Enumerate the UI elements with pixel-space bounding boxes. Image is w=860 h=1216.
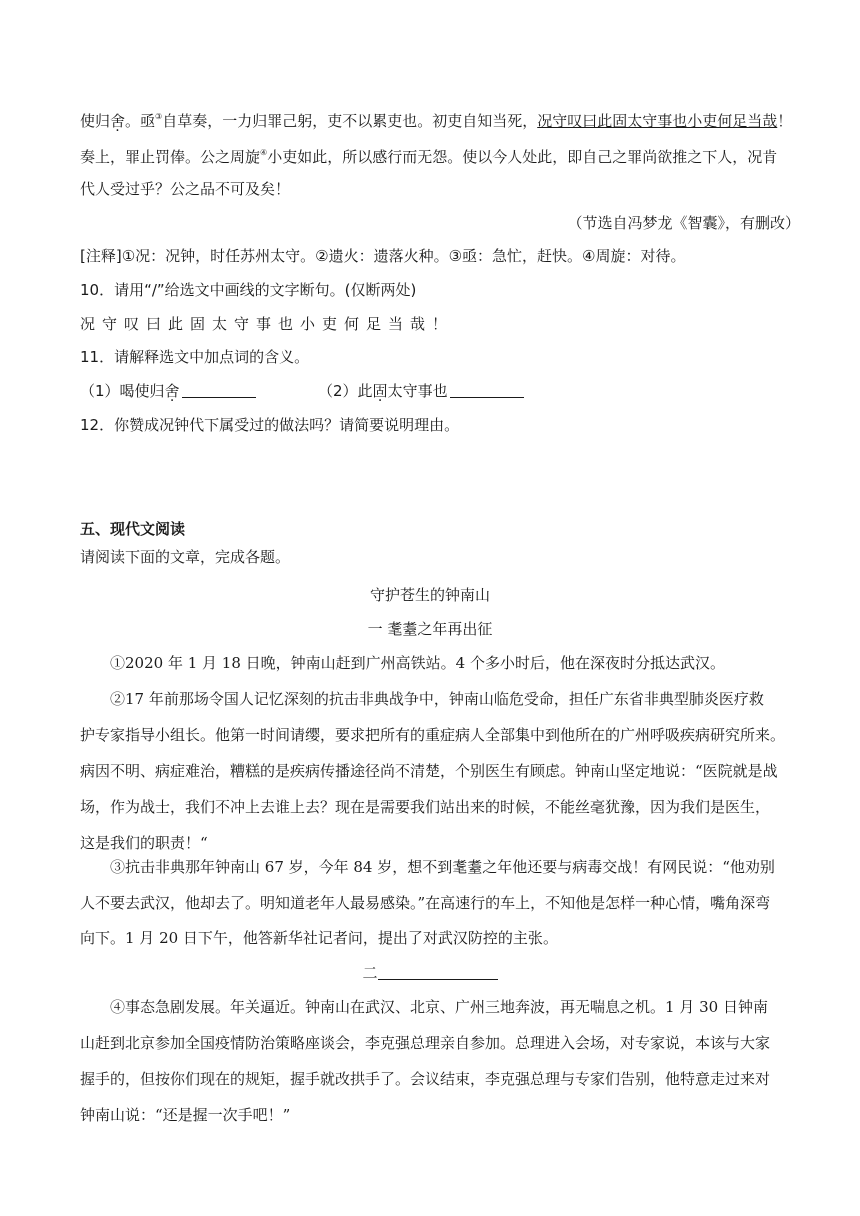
classical-line-2: 奏上，罪止罚俸。公之周旋④小吏如此，所以感行而无怨。使以今人处此，即自己之罪尚欲推之下人，况肯 xyxy=(80,148,778,166)
subtitle-1: 一 耄耋之年再出征 xyxy=(367,620,493,638)
paragraph-4-line-2: 山赶到北京参加全国疫情防治策略座谈会，李克强总理亲自参加。总理进入会场，对专家说，本该与大家 xyxy=(80,1034,771,1052)
paragraph-2-line-2: 护专家指导小组长。他第一时间请缨，要求把所有的重症病人全部集中到他所在的广州呼吸疾病研究所来。 xyxy=(80,726,786,744)
paragraph-2-line-5: 这是我们的职责！“ xyxy=(80,834,208,852)
section-heading: 五、现代文阅读 xyxy=(80,520,186,538)
dotted-char: 固 xyxy=(372,382,388,400)
paragraph-2-line-4: 场，作为战士，我们不冲上去谁上去？现在是需要我们站出来的时候，不能丝毫犹豫，因为我们是医生， xyxy=(80,798,771,816)
source-citation: （节选自冯梦龙《智囊》，有删改） xyxy=(567,214,800,232)
paragraph-2-line-1: ②17 年前那场令国人记忆深刻的抗击非典战争中，钟南山临危受命，担任广东省非典型肺炎医疗救 xyxy=(110,690,764,708)
footnote-mark: ④ xyxy=(260,148,268,157)
paragraph-3-line-1: ③抗击非典那年钟南山 67 岁，今年 84 岁，想不到耄耋之年他还要与病毒交战！有网民说：“他劝别 xyxy=(110,858,775,876)
article-title: 守护苍生的钟南山 xyxy=(369,586,490,604)
question-12: 12．你赞成况钟代下属受过的做法吗？请简要说明理由。 xyxy=(80,416,460,434)
section-instruction: 请阅读下面的文章，完成各题。 xyxy=(80,548,291,566)
paragraph-1: ①2020 年 1 月 18 日晚，钟南山赶到广州高铁站。4 个多小时后，他在深夜时分抵达武汉。 xyxy=(110,654,725,672)
subtitle-2: 二 xyxy=(80,962,780,984)
answer-blank[interactable] xyxy=(378,963,498,980)
question-11-part-1: （1）喝使归舍 xyxy=(80,380,780,402)
paragraph-2-line-3: 病因不明、病症难治，糟糕的是疾病传播途径尚不清楚，个别医生有顾虑。钟南山坚定地说：“医院就是战 xyxy=(80,762,778,780)
footnote-mark: ③ xyxy=(155,112,163,121)
paragraph-4-line-1: ④事态急剧发展。年关逼近。钟南山在武汉、北京、广州三地奔波，再无喘息之机。1 月 30 日钟南 xyxy=(110,998,768,1016)
paragraph-3-line-2: 人不要去武汉，他却去了。明知道老年人最易感染。”在高速行的车上，不知他是怎样一种心情，嘴角深弯 xyxy=(80,894,771,912)
question-10: 10．请用“/”给选文中画线的文字断句。(仅断两处) xyxy=(80,281,417,299)
answer-blank[interactable] xyxy=(182,381,256,398)
classical-line-1: 使归舍。亟③自草奏，一力归罪己躬，吏不以累吏也。初吏自知当死，况守叹曰此固太守事也小吏何足当哉！ xyxy=(80,112,793,130)
question-11: 11．请解释选文中加点词的含义。 xyxy=(80,348,310,366)
paragraph-3-line-3: 向下。1 月 20 日下午，他答新华社记者问，提出了对武汉防控的主张。 xyxy=(80,929,558,947)
annotation-notes: [注释]①况：况钟，时任苏州太守。②遗火：遗落火种。③亟：急忙，赶快。④周旋：对待。 xyxy=(80,247,686,265)
paragraph-4-line-4: 钟南山说：“还是握一次手吧！” xyxy=(80,1106,291,1124)
question-11-part-2: （2）此固太守事也 xyxy=(318,380,618,402)
question-10-text: 况守叹曰此固太守事也小吏何足当哉！ xyxy=(80,315,455,333)
paragraph-4-line-3: 握手的，但按你们现在的规矩，握手就改拱手了。会议结束，李克强总理与专家们告别，他特意走过来对 xyxy=(80,1070,771,1088)
underlined-sentence: 况守叹曰此固太守事也小吏何足当哉 xyxy=(537,112,778,130)
answer-blank[interactable] xyxy=(450,381,524,398)
classical-line-3: 代人受过乎？公之品不可及矣！ xyxy=(80,180,291,198)
dotted-char: 舍 xyxy=(110,112,126,130)
dotted-char: 舍 xyxy=(164,382,180,400)
